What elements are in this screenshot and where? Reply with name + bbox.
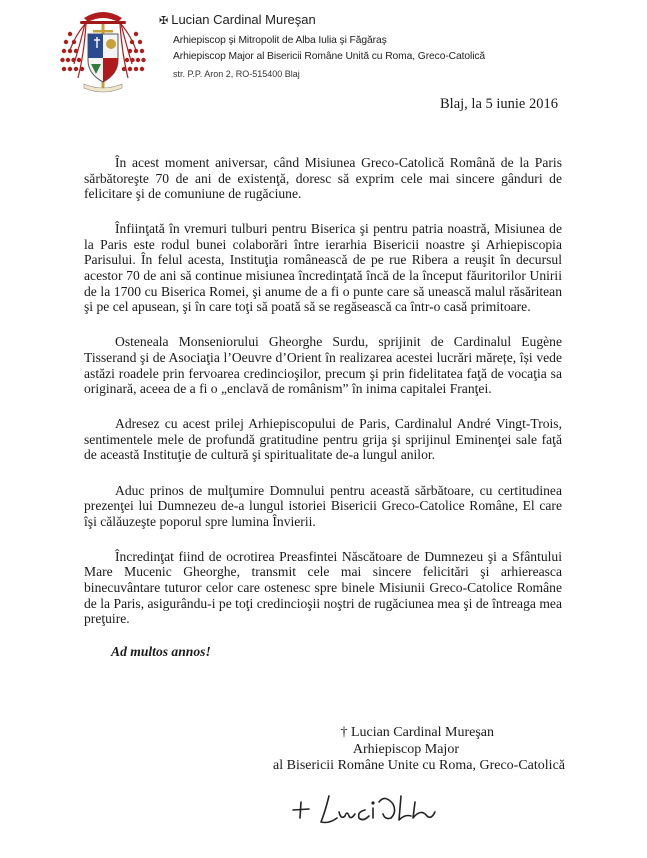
header-title-line1: Arhiepiscop şi Mitropolit de Alba Iulia şi Făgăraş	[173, 35, 387, 46]
letter-date: Blaj, la 5 iunie 2016	[440, 96, 558, 112]
paragraph-1: În acest moment aniversar, când Misiunea Greco-Catolică Română de la Paris sărbătoreşte 70 de ani de existenţă, doresc să exprim cele mai sincere gânduri de felicitare şi de comuniune de rugăciune.	[84, 155, 562, 202]
signatory-name: † Lucian Cardinal Mureşan	[340, 725, 494, 740]
signatory-church: al Bisericii Române Unite cu Roma, Greco-Catolică	[273, 758, 565, 774]
closing-salutation: Ad multos annos!	[111, 644, 211, 660]
header-title-line2: Arhiepiscop Major al Bisericii Române Unită cu Roma, Greco-Catolică	[173, 51, 486, 62]
paragraph-6: Încredinţat fiind de ocrotirea Preasfintei Născătoare de Dumnezeu şi a Sfântului Mare Mucenic Gheorghe, transmit cele mai sincere felicitări şi arhiereasca binecuvântare tuturor celor care ostenesc spre binele Misiunii Greco-Catolice Române de la Paris, asigurându-i pe toţi credincioşii noştri de rugăciunea mea şi de întreaga mea preţuire.	[84, 548, 562, 627]
signature-block	[0, 725, 565, 775]
cross-icon: ✠	[159, 15, 169, 27]
coat-of-arms-icon	[60, 4, 146, 96]
signatory-title: Arhiepiscop Major	[352, 741, 459, 757]
paragraph-4: Adresez cu acest prilej Arhiepiscopului de Paris, Cardinalul André Vingt-Trois, sentimentele mele de profundă gratitudine pentru grija şi sprijinul Eminenţei sale faţă de această Instituţie de cultură şi spiritualitate de-a lungul anilor.	[84, 416, 562, 463]
handwritten-signature-icon	[285, 782, 465, 832]
header-name-text: Lucian Cardinal Mureşan	[171, 12, 316, 27]
paragraph-3: Osteneala Monseniorului Gheorghe Surdu, sprijinit de Cardinalul Eugène Tisserand şi de Asociaţia l’Oeuvre d’Orient în realizarea acestei lucrări mărețe, își vede astăzi roadele prin fervoarea credincioşilor, precum şi prin fidelitatea faţă de vocaţia sa originară, aceea de a fi o „enclavă de românism” în inima capitalei Franţei.	[84, 334, 562, 397]
header-address: str. P.P. Aron 2, RO-515400 Blaj	[173, 69, 300, 79]
header-name	[159, 12, 316, 27]
letter-body	[84, 155, 562, 679]
paragraph-5: Aduc prinos de mulţumire Domnului pentru această sărbătoare, cu certitudinea prezenţei lui Dumnezeu de-a lungul istoriei Bisericii Greco-Catolice Române, El care îşi călăuzeşte poporul spre lumina Învierii.	[84, 482, 562, 529]
paragraph-2: Înfiinţată în vremuri tulburi pentru Biserica şi pentru patria noastră, Misiunea de la Paris este rodul bunei colaborări între ierarhia Bisericii noastre şi Arhiepiscopia Parisului. În felul acesta, Instituţia românească de pe rue Ribera a reuşit în decursul acestor 70 de ani să continue misiunea încredinţată încă de la început făuritorilor Unirii de la 1700 cu Biserica Romei, şi anume de a fi o punte care să unească malul răsăritean şi pe cel apusean, şi în care toţi să poată să se regăsească ca într-o casă primitoare.	[84, 221, 562, 315]
